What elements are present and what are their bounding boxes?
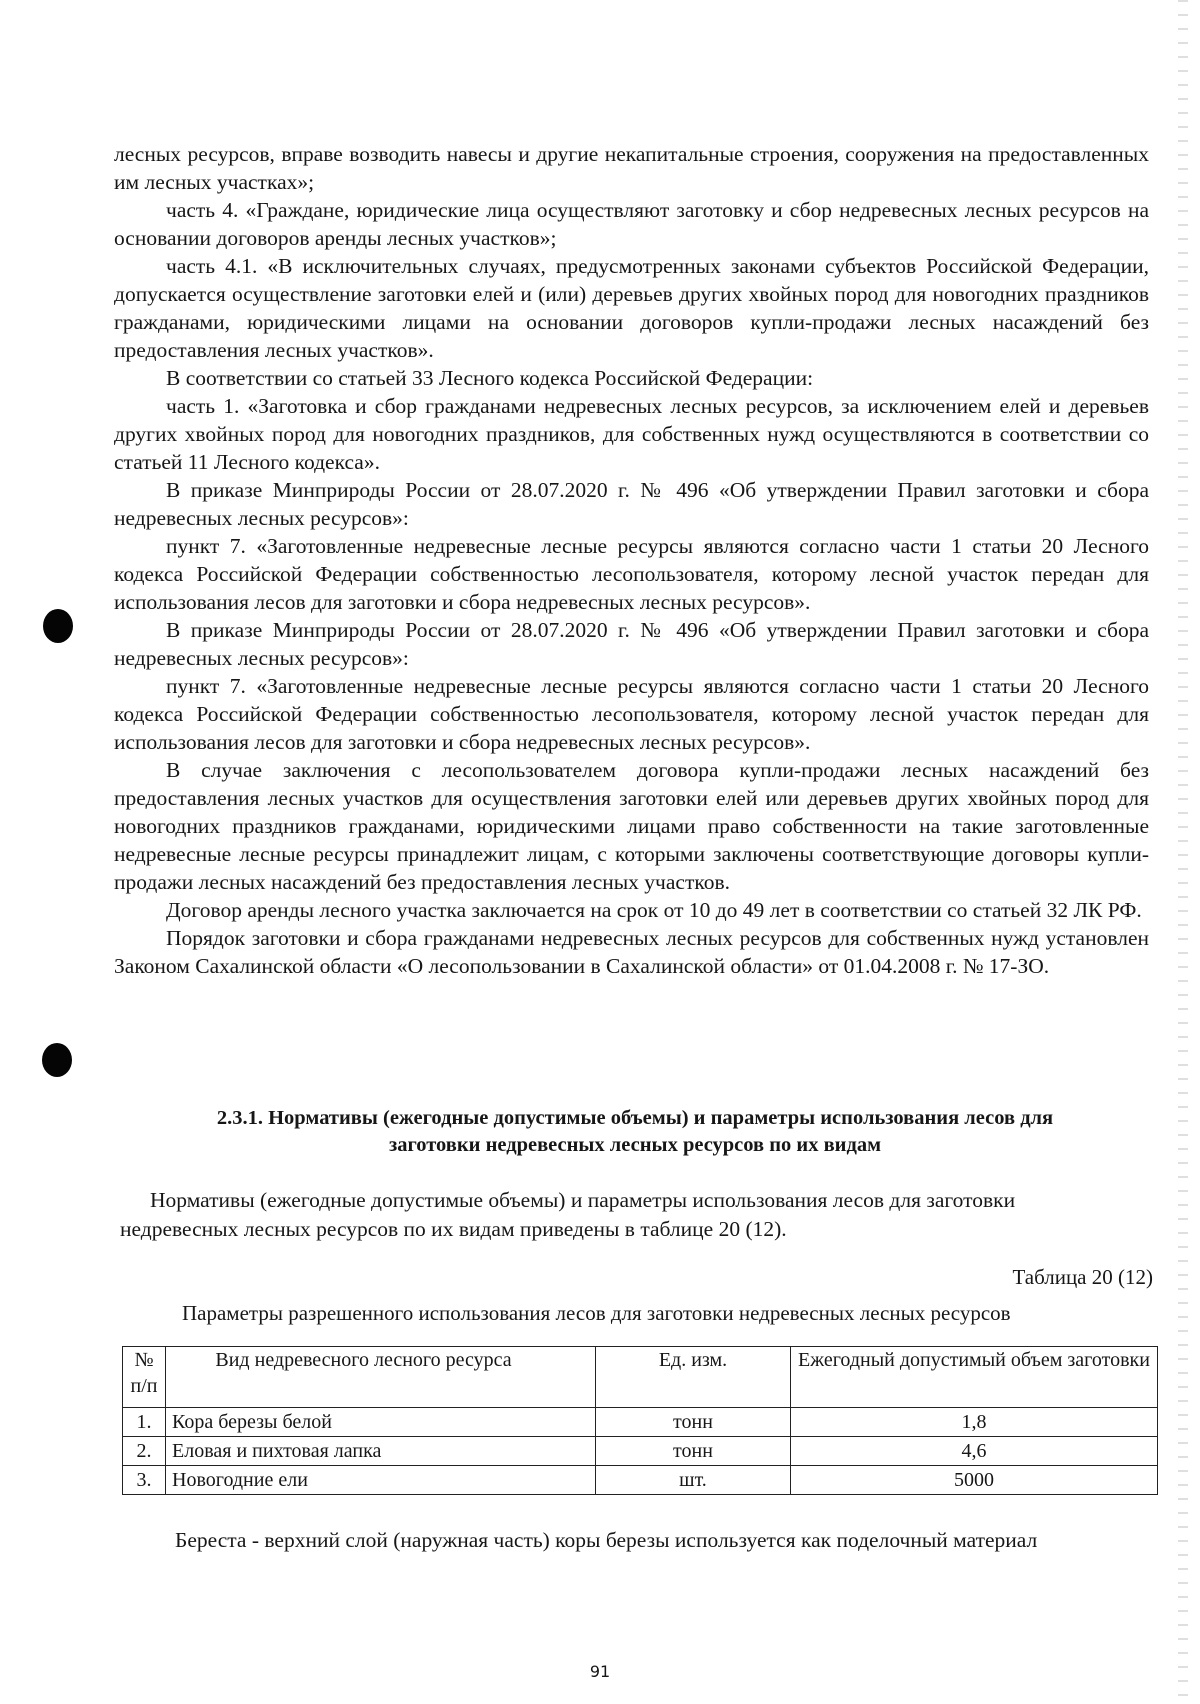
cell-num: 3. <box>123 1466 166 1495</box>
section-heading-line: 2.3.1. Нормативы (ежегодные допустимые объемы) и параметры использования лесов для <box>216 1107 1054 1129</box>
scan-edge-artifact <box>1178 0 1188 1704</box>
cell-volume: 5000 <box>791 1466 1158 1495</box>
header-volume: Ежегодный допустимый объем заготовки <box>791 1347 1158 1408</box>
cell-num: 1. <box>123 1408 166 1437</box>
section-heading <box>130 1105 1140 1159</box>
paragraph: Порядок заготовки и сбора гражданами недревесных лесных ресурсов для собственных нужд установлен Законом Сахалинской области «О лесопользовании в Сахалинской области» от 01.04.2008 г. № 17-ЗО. <box>114 926 1149 978</box>
section-paragraph-line: недревесных лесных ресурсов по их видам приведены в таблице 20 (12). <box>120 1217 787 1241</box>
paragraph: В соответствии со статьей 33 Лесного кодекса Российской Федерации: <box>166 366 814 390</box>
cell-unit: тонн <box>596 1437 791 1466</box>
body-text <box>114 140 1149 980</box>
cell-volume: 1,8 <box>791 1408 1158 1437</box>
table-caption: Параметры разрешенного использования лесов для заготовки недревесных лесных ресурсов <box>182 1301 1011 1325</box>
paragraph: пункт 7. «Заготовленные недревесные лесные ресурсы являются согласно части 1 статьи 20 Лесного кодекса Российской Федерации собственностью лесопользователя, которому лесной участок передан для использования лесов для заготовки и сбора недревесных лесных ресурсов». <box>114 674 1149 754</box>
paragraph: часть 1. «Заготовка и сбор гражданами недревесных лесных ресурсов, за исключением елей и деревьев других хвойных пород для новогодних праздников, для собственных нужд осуществляются в соответствии со статьей 11 Лесного кодекса». <box>114 394 1149 474</box>
closing-text: Береста - верхний слой (наружная часть) коры березы используется как поделочный материал <box>175 1528 1038 1552</box>
section-paragraph-line: Нормативы (ежегодные допустимые объемы) и параметры использования лесов для заготовки <box>150 1188 1016 1212</box>
cell-name: Еловая и пихтовая лапка <box>166 1437 596 1466</box>
header-name: Вид недревесного лесного ресурса <box>166 1347 596 1408</box>
paragraph: Договор аренды лесного участка заключается на срок от 10 до 49 лет в соответствии со статьей 32 ЛК РФ. <box>166 898 1142 922</box>
cell-name: Новогодние ели <box>166 1466 596 1495</box>
header-num: № п/п <box>123 1347 166 1408</box>
cell-unit: тонн <box>596 1408 791 1437</box>
cell-name: Кора березы белой <box>166 1408 596 1437</box>
page-number: 91 <box>589 1662 611 1681</box>
punch-hole <box>43 609 73 643</box>
cell-unit: шт. <box>596 1466 791 1495</box>
paragraph: В приказе Минприроды России от 28.07.2020 г. № 496 «Об утверждении Правил заготовки и сбора недревесных лесных ресурсов»: <box>114 478 1149 530</box>
paragraph: пункт 7. «Заготовленные недревесные лесные ресурсы являются согласно части 1 статьи 20 Лесного кодекса Российской Федерации собственностью лесопользователя, которому лесной участок передан для использования лесов для заготовки и сбора недревесных лесных ресурсов». <box>114 534 1149 614</box>
table-number: Таблица 20 (12) <box>1012 1265 1153 1289</box>
punch-hole <box>42 1043 72 1077</box>
cell-num: 2. <box>123 1437 166 1466</box>
table-header-row <box>123 1347 1158 1408</box>
header-unit: Ед. изм. <box>596 1347 791 1408</box>
section-heading-line: заготовки недревесных лесных ресурсов по их видам <box>388 1134 882 1156</box>
paragraph: часть 4. «Граждане, юридические лица осуществляют заготовку и сбор недревесных лесных ресурсов на основании договоров аренды лесных участков»; <box>114 198 1149 250</box>
paragraph: В приказе Минприроды России от 28.07.2020 г. № 496 «Об утверждении Правил заготовки и сбора недревесных лесных ресурсов»: <box>114 618 1149 670</box>
paragraph: В случае заключения с лесопользователем договора купли-продажи лесных насаждений без предоставления лесных участков для осуществления заготовки елей или деревьев других хвойных пород для новогодних праздников гражданами, юридическими лицами право собственности на такие заготовленные недревесные лесные ресурсы принадлежит лицам, с которыми заключены соответствующие договоры купли-продажи лесных насаждений без предоставления лесных участков. <box>114 758 1149 894</box>
paragraph: часть 4.1. «В исключительных случаях, предусмотренных законами субъектов Российской Федерации, допускается осуществление заготовки елей и (или) деревьев других хвойных пород для новогодних праздников гражданами, юридическими лицами на основании договоров купли-продажи лесных насаждений без предоставления лесных участков». <box>114 254 1149 362</box>
table-row <box>123 1408 1158 1437</box>
cell-volume: 4,6 <box>791 1437 1158 1466</box>
paragraph: лесных ресурсов, вправе возводить навесы и другие некапитальные строения, сооружения на предоставленных им лесных участках»; <box>114 142 1149 194</box>
resources-table <box>122 1346 1158 1495</box>
section-paragraph <box>120 1186 1150 1244</box>
table-row <box>123 1437 1158 1466</box>
table-row <box>123 1466 1158 1495</box>
